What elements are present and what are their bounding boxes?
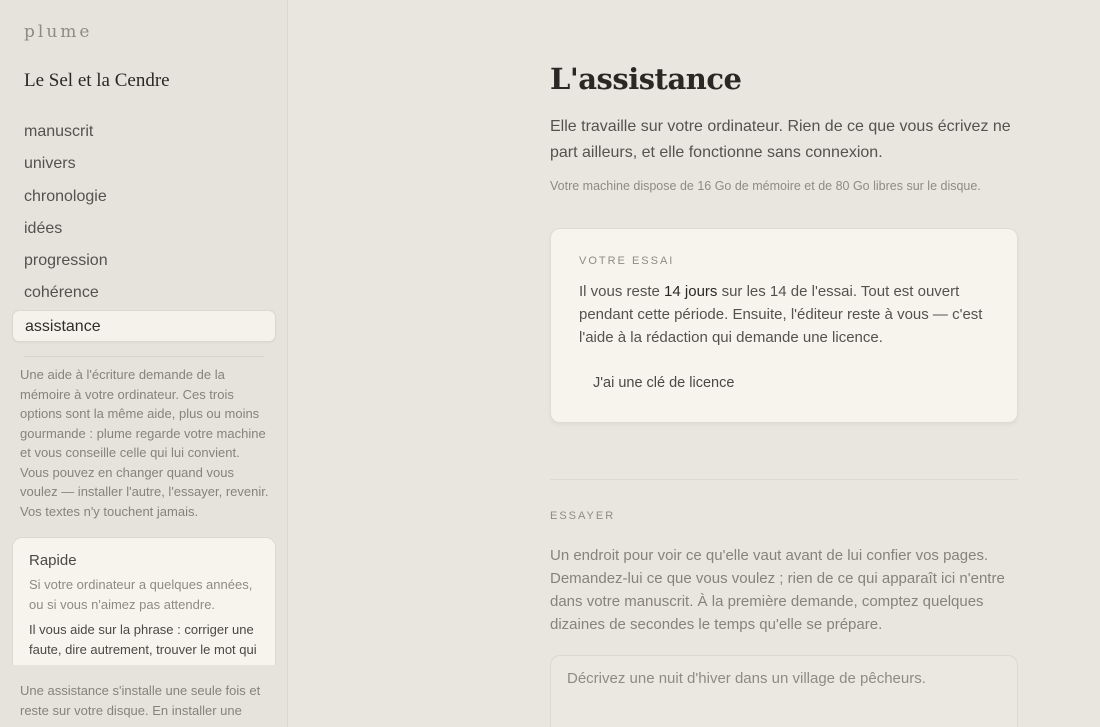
- option-card-rapide[interactable]: [12, 537, 276, 665]
- page-title: L'assistance: [550, 62, 742, 96]
- sidebar-item-progression[interactable]: progression: [24, 252, 108, 270]
- prompt-input[interactable]: Décrivez une nuit d'hiver dans un village de pêcheurs.: [550, 655, 1018, 727]
- sidebar-divider: [24, 356, 264, 357]
- try-eyebrow: ESSAYER: [550, 510, 616, 522]
- trial-text: [579, 280, 989, 349]
- sidebar-item-coherence[interactable]: cohérence: [24, 284, 99, 302]
- trial-days: 14 jours: [664, 283, 718, 300]
- install-note: Une assistance s'installe une seule fois et reste sur votre disque. En installer une: [20, 683, 261, 718]
- license-key-link[interactable]: J'ai une clé de licence: [593, 375, 735, 391]
- sidebar-item-univers[interactable]: univers: [24, 155, 76, 173]
- trial-card: [550, 228, 1018, 423]
- sidebar-item-chronologie[interactable]: chronologie: [24, 187, 107, 205]
- app-logo: plume: [24, 22, 93, 42]
- option-title: Rapide: [29, 552, 77, 569]
- sidebar-nav: [12, 116, 276, 342]
- project-title[interactable]: Le Sel et la Cendre: [24, 70, 170, 91]
- sidebar-item-manuscrit[interactable]: manuscrit: [24, 123, 94, 140]
- sidebar: [0, 0, 288, 727]
- try-description: Un endroit pour voir ce qu'elle vaut avant de lui confier vos pages. Demandez-lui ce que vous voulez ; rien de ce qui apparaît ici n'entre dans votre manuscrit. À la première demande, comptez quelques dizaines de secondes le temps qu'elle se prépare.: [550, 547, 1005, 633]
- trial-text-before: Il vous reste: [579, 283, 665, 300]
- trial-text-after: sur les 14 de l'essai. Tout est ouvert pendant cette période. Ensuite, l'éditeur reste à vous — c'est l'aide à la rédaction qui demande une licence.: [579, 283, 983, 346]
- machine-info: Votre machine dispose de 16 Go de mémoire et de 80 Go libres sur le disque.: [550, 179, 981, 193]
- option-description: Il vous aide sur la phrase : corriger une faute, dire autrement, trouver le mot qui: [29, 622, 257, 657]
- trial-eyebrow: VOTRE ESSAI: [579, 255, 675, 267]
- sidebar-item-assistance[interactable]: assistance: [12, 310, 276, 342]
- section-divider: [550, 479, 1018, 480]
- sidebar-item-idees[interactable]: idées: [24, 219, 63, 237]
- assistance-intro: Une aide à l'écriture demande de la mémoire à votre ordinateur. Ces trois options sont la même aide, plus ou moins gourmande : plume regarde votre machine et vous conseille celle qui lui convient. Vous pouvez en changer quand vous voulez — installer l'autre, l'essayer, revenir. Vos textes n'y touchent jamais.: [20, 367, 269, 519]
- option-subtitle: Si votre ordinateur a quelques années, ou si vous n'aimez pas attendre.: [29, 577, 253, 612]
- lead-text: Elle travaille sur votre ordinateur. Rien de ce que vous écrivez ne part ailleurs, et elle fonctionne sans connexion.: [550, 118, 1011, 161]
